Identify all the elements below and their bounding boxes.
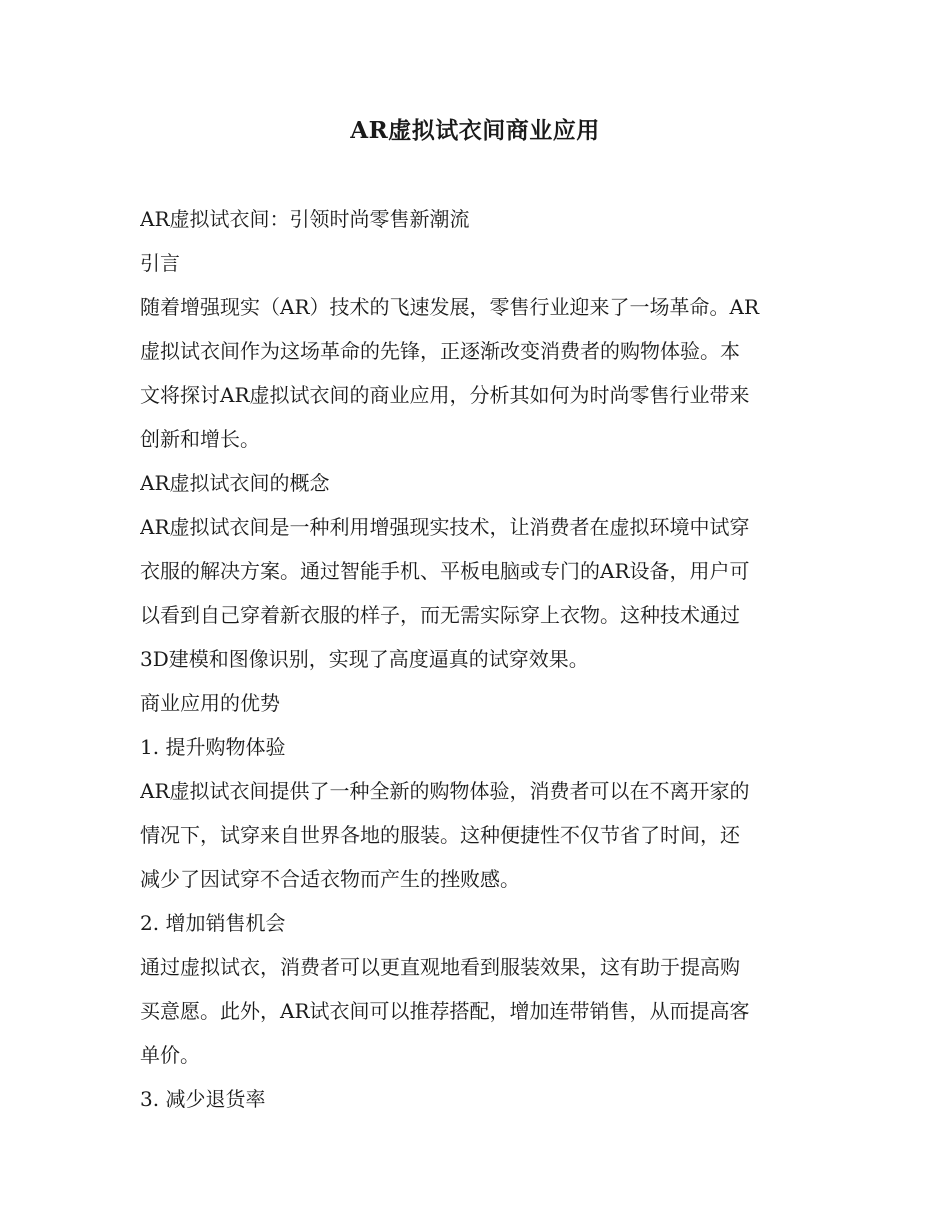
paragraph-line: AR虚拟试衣间是一种利用增强现实技术，让消费者在虚拟环境中试穿 bbox=[140, 515, 750, 539]
paragraph-line: 虚拟试衣间作为这场革命的先锋，正逐渐改变消费者的购物体验。本 bbox=[140, 339, 740, 363]
paragraph-line: 衣服的解决方案。通过智能手机、平板电脑或专门的AR设备，用户可 bbox=[140, 559, 750, 583]
paragraph-line: 买意愿。此外，AR试衣间可以推荐搭配，增加连带销售，从而提高客 bbox=[140, 999, 750, 1023]
paragraph-line: 以看到自己穿着新衣服的样子，而无需实际穿上衣物。这种技术通过 bbox=[140, 603, 740, 627]
list-heading-3: 3. 减少退货率 bbox=[140, 1087, 266, 1111]
list-heading-2: 2. 增加销售机会 bbox=[140, 911, 286, 935]
paragraph-line: 减少了因试穿不合适衣物而产生的挫败感。 bbox=[140, 867, 520, 891]
subtitle-heading: AR虚拟试衣间：引领时尚零售新潮流 bbox=[140, 207, 470, 231]
section-heading-intro: 引言 bbox=[140, 251, 180, 275]
paragraph-line: 创新和增长。 bbox=[140, 427, 260, 451]
document-title: AR虚拟试衣间商业应用 bbox=[350, 117, 600, 144]
paragraph-line: 通过虚拟试衣，消费者可以更直观地看到服装效果，这有助于提高购 bbox=[140, 955, 740, 979]
document-body bbox=[140, 197, 805, 1121]
section-heading-advantages: 商业应用的优势 bbox=[140, 691, 280, 715]
paragraph-line: 情况下，试穿来自世界各地的服装。这种便捷性不仅节省了时间，还 bbox=[140, 823, 740, 847]
paragraph-line: 文将探讨AR虚拟试衣间的商业应用，分析其如何为时尚零售行业带来 bbox=[140, 383, 750, 407]
paragraph-line: 3D建模和图像识别，实现了高度逼真的试穿效果。 bbox=[140, 647, 589, 671]
section-heading-concept: AR虚拟试衣间的概念 bbox=[140, 471, 330, 495]
list-heading-1: 1. 提升购物体验 bbox=[140, 735, 286, 759]
paragraph-line: 单价。 bbox=[140, 1043, 200, 1067]
paragraph-line: 随着增强现实（AR）技术的飞速发展，零售行业迎来了一场革命。AR bbox=[140, 295, 760, 319]
paragraph-line: AR虚拟试衣间提供了一种全新的购物体验，消费者可以在不离开家的 bbox=[140, 779, 750, 803]
